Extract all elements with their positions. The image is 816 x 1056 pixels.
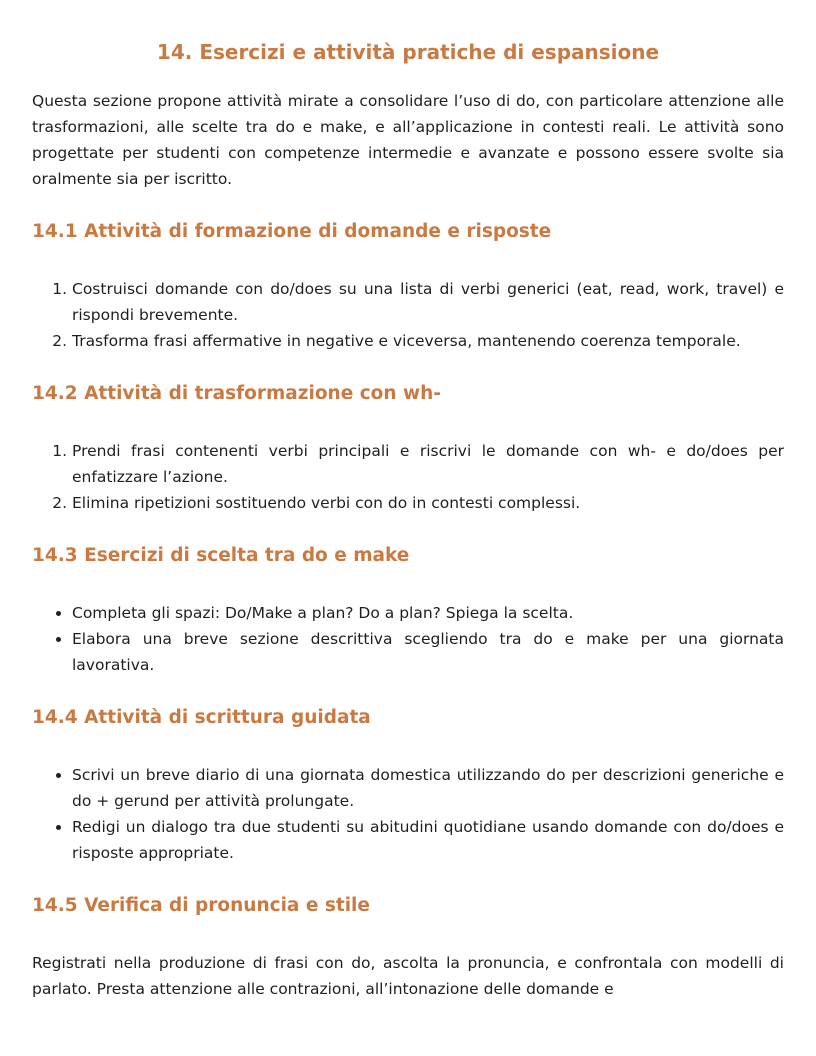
section-heading-14-5: 14.5 Verifica di pronuncia e stile — [32, 895, 370, 916]
list-item: 1. Costruisci domande con do/does su una lista di verbi generici (eat, read, work, travel) e rispondi brevemente. — [72, 276, 784, 328]
list-item: • Completa gli spazi: Do/Make a plan? Do a plan? Spiega la scelta. — [72, 600, 784, 626]
activity-list-14-4 — [32, 762, 784, 866]
activity-list-14-2 — [32, 438, 784, 516]
list-item: • Elabora una breve sezione descrittiva scegliendo tra do e make per una giornata lavorativa. — [72, 626, 784, 678]
list-item: • Scrivi un breve diario di una giornata domestica utilizzando do per descrizioni generiche e do + gerund per attività prolungate. — [72, 762, 784, 814]
section-heading-14-1: 14.1 Attività di formazione di domande e risposte — [32, 221, 552, 242]
activity-list-14-1 — [32, 276, 784, 354]
section-heading-14-3: 14.3 Esercizi di scelta tra do e make — [32, 545, 410, 566]
list-item: 2. Elimina ripetizioni sostituendo verbi con do in contesti complessi. — [72, 490, 784, 516]
activity-list-14-3 — [32, 600, 784, 678]
page-title: 14. Esercizi e attività pratiche di espansione — [156, 40, 660, 64]
list-item: 2. Trasforma frasi affermative in negative e viceversa, mantenendo coerenza temporale. — [72, 328, 784, 354]
document-page — [32, 38, 784, 1002]
verification-paragraph: Registrati nella produzione di frasi con do, ascolta la pronuncia, e confrontala con modelli di parlato. Presta attenzione alle contrazioni, all’intonazione delle domande e — [32, 954, 784, 998]
section-heading-14-4: 14.4 Attività di scrittura guidata — [32, 707, 371, 728]
section-heading-14-2: 14.2 Attività di trasformazione con wh- — [32, 383, 441, 404]
list-item: • Redigi un dialogo tra due studenti su abitudini quotidiane usando domande con do/does e risposte appropriate. — [72, 814, 784, 866]
intro-paragraph: Questa sezione propone attività mirate a consolidare l’uso di do, con particolare attenzione alle trasformazioni, alle scelte tra do e make, e all’applicazione in contesti reali. Le attività sono progettate per studenti con competenze intermedie e avanzate e possono essere svolte sia oralmente sia per iscritto. — [32, 92, 784, 188]
list-item: 1. Prendi frasi contenenti verbi principali e riscrivi le domande con wh- e do/does per enfatizzare l’azione. — [72, 438, 784, 490]
